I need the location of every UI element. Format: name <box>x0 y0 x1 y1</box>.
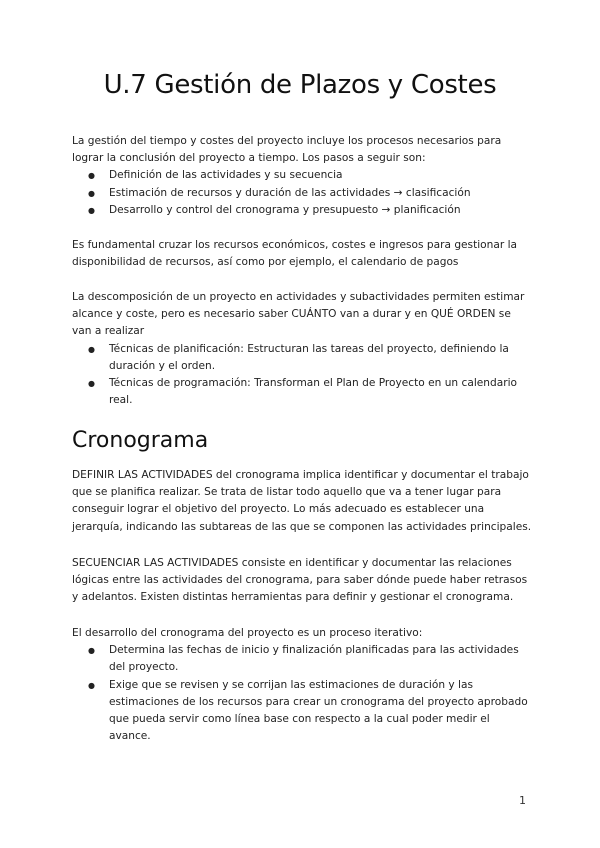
page-title: U.7 Gestión de Plazos y Costes <box>103 70 497 100</box>
intro-section <box>72 133 532 219</box>
resources-paragraph: Es fundamental cruzar los recursos económicos, costes e ingresos para gestionar la disponibilidad de recursos, así como por ejemplo, el calendario de pagos <box>72 239 518 269</box>
page-number: 1 <box>519 794 526 807</box>
list-item: ● Exige que se revisen y se corrijan las estimaciones de duración y las estimaciones de los recursos para crear un cronograma del proyecto aprobado que pueda servir como línea base con respecto a la cual poder medir el avance. <box>72 677 532 746</box>
iterative-process-section <box>72 625 532 745</box>
intro-bullet-list <box>72 167 532 219</box>
list-item: ● Estimación de recursos y duración de las actividades → clasificación <box>72 185 532 202</box>
iterative-bullet-list <box>72 642 532 745</box>
define-activities-paragraph: DEFINIR LAS ACTIVIDADES del cronograma implica identificar y documentar el trabajo que se planifica realizar. Se trata de listar todo aquello que va a tener lugar para conseguir lograr el objetivo del proyecto. Lo más adecuado es establecer una jerarquía, indicando las subtareas de las que se componen las actividades principales. <box>72 469 532 533</box>
list-item: ● Técnicas de programación: Transforman el Plan de Proyecto en un calendario real. <box>72 375 532 409</box>
list-item: ● Determina las fechas de inicio y finalización planificadas para las actividades del proyecto. <box>72 642 532 676</box>
intro-paragraph: La gestión del tiempo y costes del proyecto incluye los procesos necesarios para lograr la conclusión del proyecto a tiempo. Los pasos a seguir son: <box>72 135 502 165</box>
list-item: ● Técnicas de planificación: Estructuran las tareas del proyecto, definiendo la duración y el orden. <box>72 341 532 375</box>
list-item: ● Definición de las actividades y su secuencia <box>72 167 532 184</box>
resources-paragraph-block <box>72 237 532 271</box>
list-item: ● Desarrollo y control del cronograma y presupuesto → planificación <box>72 202 532 219</box>
iterative-process-paragraph: El desarrollo del cronograma del proyecto es un proceso iterativo: <box>72 627 423 639</box>
decomposition-paragraph: La descomposición de un proyecto en actividades y subactividades permiten estimar alcance y coste, pero es necesario saber CUÁNTO van a durar y en QUÉ ORDEN se van a realizar <box>72 291 525 338</box>
sequence-activities-paragraph: SECUENCIAR LAS ACTIVIDADES consiste en identificar y documentar las relaciones lógicas entre las actividades del cronograma, para saber dónde puede haber retrasos y adelantos. Existen distintas herramientas para definir y gestionar el cronograma. <box>72 557 528 604</box>
define-activities-block <box>72 467 532 536</box>
decomposition-section <box>72 289 532 409</box>
techniques-bullet-list <box>72 341 532 410</box>
section-heading-cronograma: Cronograma <box>72 428 209 453</box>
sequence-activities-block <box>72 555 532 607</box>
